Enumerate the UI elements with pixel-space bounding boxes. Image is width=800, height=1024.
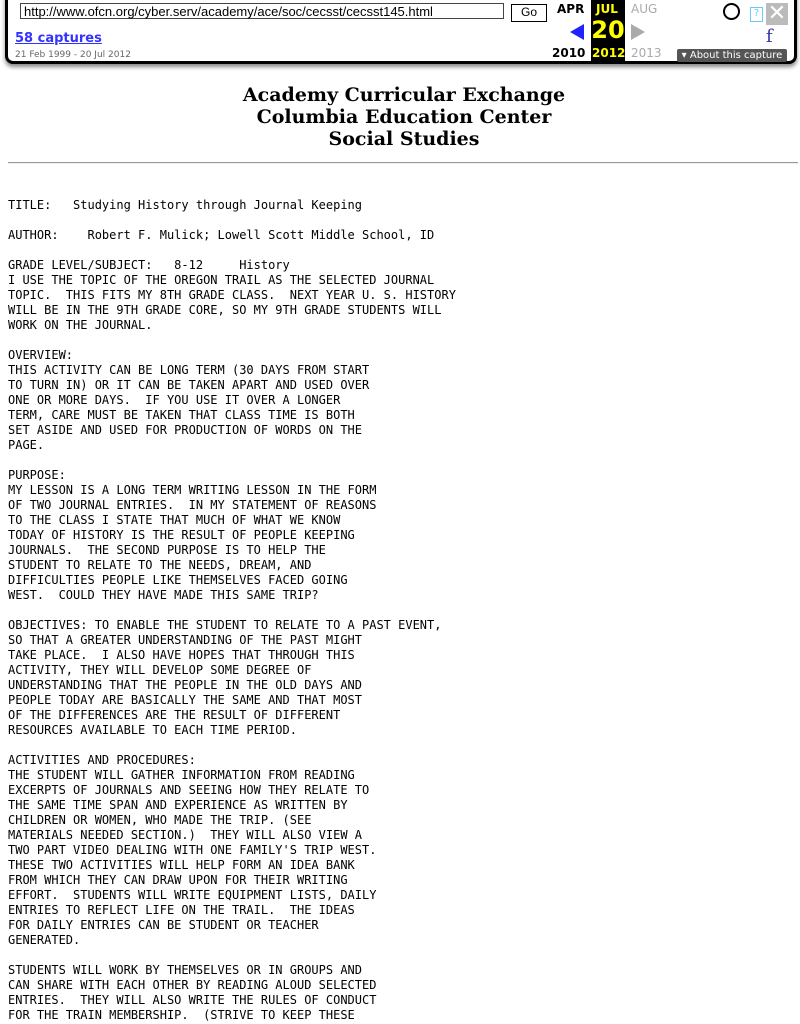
lesson-text: TITLE: Studying History through Journal Keeping AUTHOR: Robert F. Mulick; Lowell Scott Middle School, ID GRADE LEVEL/SUBJECT: 8-12 History I USE THE TOPIC OF THE OREGON TRAIL AS THE SELECTED JOURNAL TOPIC. THIS FITS MY 8TH GRADE CLASS. NEXT YEAR U. S. HISTORY WILL BE IN THE 9TH GRADE CORE, SO MY 9TH GRADE STUDENTS WILL WORK ON THE JOURNAL. OVERVIEW: THIS ACTIVITY CAN BE LONG TERM (30 DAYS FROM START TO TURN IN) OR IT CAN BE TAKEN APART AND USED OVER ONE OR MORE DAYS. IF YOU USE IT OVER A LONGER TERM, CARE MUST BE TAKEN THAT CLASS TIME IS BOTH SET ASIDE AND USED FOR PRODUCTION OF WORDS ON THE PAGE. PURPOSE: MY LESSON IS A LONG TERM WRITING LESSON IN THE FORM OF TWO JOURNAL ENTRIES. IN MY STATEMENT OF REASONS TO THE CLASS I STATE THAT MUCH OF WHAT WE KNOW TODAY OF HISTORY IS THE RESULT OF PEOPLE KEEPING JOURNALS. THE SECOND PURPOSE IS TO HELP THE STUDENT TO RELATE TO THE NEEDS, DREAM, AND DIFFICULTIES PEOPLE LIKE THEMSELVES FACED GOING WEST. COULD THEY HAVE MADE THIS SAME TRIP? OBJECTIVES: TO ENABLE THE STUDENT TO RELATE TO A PAST EVENT, SO THAT A GREATER UNDERSTANDING OF THE PAST MIGHT TAKE PLACE. I ALSO HAVE HOPES THAT THROUGH THIS ACTIVITY, THEY WILL DEVELOP SOME DEGREE OF UNDERSTANDING THAT THE PEOPLE IN THE OLD DAYS AND PEOPLE TODAY ARE BASICALLY THE SAME AND THAT MOST OF THE DIFFERENCES ARE THE RESULT OF DIFFERENT RESOURCES AVAILABLE TO EACH TIME PERIOD. ACTIVITIES AND PROCEDURES: THE STUDENT WILL GATHER INFORMATION FROM READING EXCERPTS OF JOURNALS AND SEEING HOW THEY RELATE TO THE SAME TIME SPAN AND EXPERIENCE AS WRITTEN BY CHILDREN OR WOMEN, WHO MADE THE TRIP. (SEE MATERIALS NEEDED SECTION.) THEY WILL ALSO VIEW A TWO PART VIDEO DEALING WITH ONE FAMILY'S TRIP WEST. THESE TWO ACTIVITIES WILL HELP FORM AN IDEA BANK FROM WHICH THEY CAN DRAW UPON FOR THEIR WRITING EFFORT. STUDENTS WILL WRITE EQUIPMENT LISTS, DAILY ENTRIES TO REFLECT LIFE ON THE TRAIL. THE IDEAS FOR DAILY ENTRIES CAN BE STUDENT OR TEACHER GENERATED. STUDENTS WILL WORK BY THEMSELVES OR IN GROUPS AND CAN SHARE WITH EACH OTHER BY READING ALOUD SELECTED ENTRIES. THEY WILL ALSO WRITE THE RULES OF CONDUCT FOR THE TRAIN MEMBERSHIP. (STRIVE TO KEEP THESE xyxy=(8,198,456,1022)
help-icon[interactable]: ? xyxy=(750,7,763,22)
prev-capture-arrow-icon[interactable] xyxy=(570,24,584,40)
url-input[interactable]: http://www.ofcn.org/cyber.serv/academy/ace/soc/cecsst/cecsst145.html xyxy=(20,3,504,19)
go-button[interactable]: Go xyxy=(511,4,547,22)
facebook-icon[interactable]: f xyxy=(766,26,773,47)
captures-link[interactable]: 58 captures xyxy=(15,31,102,46)
next-year: 2013 xyxy=(631,46,662,60)
divider xyxy=(8,162,798,164)
current-month: JUL xyxy=(596,2,618,16)
alexa-icon[interactable] xyxy=(723,3,740,20)
next-capture-arrow-icon xyxy=(631,24,645,40)
close-icon[interactable]: ✕ xyxy=(767,1,787,26)
prev-month[interactable]: APR xyxy=(557,2,585,16)
capture-range: 21 Feb 1999 - 20 Jul 2012 xyxy=(15,50,131,60)
page-title: Academy Curricular Exchange Columbia Education Center Social Studies xyxy=(242,84,566,150)
prev-year[interactable]: 2010 xyxy=(552,46,586,60)
about-capture-button[interactable]: ▾ About this capture xyxy=(677,49,787,62)
current-year: 2012 xyxy=(592,46,626,60)
current-day: 20 xyxy=(591,16,625,44)
next-month: AUG xyxy=(631,2,658,16)
